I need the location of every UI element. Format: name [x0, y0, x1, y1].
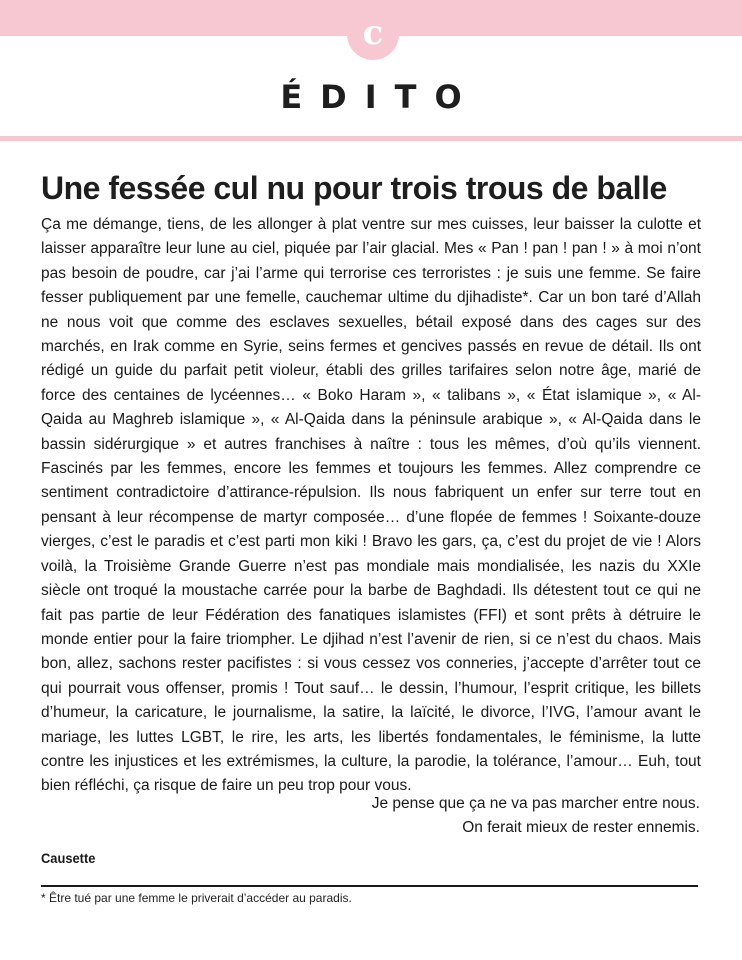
author-signature: Causette: [41, 850, 96, 866]
section-title: ÉDITO: [280, 78, 480, 116]
footnote: * Être tué par une femme le priverait d’accéder au paradis.: [41, 891, 352, 905]
article-title: Une fessée cul nu pour trois trous de balle: [41, 170, 667, 206]
closing-line-2: On ferait mieux de rester ennemis.: [462, 819, 700, 837]
section-divider: [0, 136, 742, 141]
closing-line-1: Je pense que ça ne va pas marcher entre nous.: [371, 795, 700, 812]
article-closing: [372, 792, 700, 841]
footnote-divider: [41, 885, 698, 887]
causette-logo: [347, 8, 399, 60]
article-body: Ça me démange, tiens, de les allonger à plat ventre sur mes cuisses, leur baisser la culotte et laisser apparaître leur lune au ciel, piquée par l’air glacial. Mes « Pan ! pan ! pan ! » à moi n’ont pas besoin de poudre, car j’ai l’arme qui terrorise ces terroristes : je suis une femme. Se faire fesser publiquement par une femelle, cauchemar ultime du djihadiste*. Car un bon taré d’Allah ne nous voit que comme des esclaves sexuelles, bétail exposé dans des cages sur des marchés, en Irak comme en Syrie, seins fermes et gencives passés en revue de détail. Ils ont rédigé un guide du parfait petit violeur, établi des grilles tarifaires selon notre âge, marié de force des centaines de lycéennes… « Boko Haram », « talibans », « État islamique », « Al-Qaida au Maghreb islamique », « Al-Qaida dans la péninsule arabique », « Al-Qaida dans le bassin sidérurgique » et autres franchises à naître : tous les mêmes, d’où qu’ils viennent. Fascinés par les femmes, encore les femmes et toujours les femmes. Allez comprendre ce sentiment contradictoire d’attirance-répulsion. Ils nous fabriquent un enfer sur terre tout en pensant à leur récompense de martyr composée… d’une flopée de femmes ! Soixante-douze vierges, c’est le paradis et c’est parti mon kiki ! Bravo les gars, ça, c’est du projet de vie ! Alors voilà, la Troisième Grande Guerre n’est pas mondiale mais mondialisée, les nazis du XXIe siècle ont troqué la moustache carrée pour la barbe de Baghdadi. Ils détestent tout ce qui ne fait pas partie de leur Fédération des fanatiques islamistes (FFI) et sont prêts à détruire le monde entier pour la faire triompher. Le djihad n’est l’avenir de rien, si ce n’est du chaos. Mais bon, allez, sachons rester pacifistes : si vous cessez vos conneries, j’accepte d’arrêter tout ce qui pourrait vous offenser, promis ! Tout sauf… le dessin, l’humour, l’esprit critique, les billets d’humeur, la caricature, le journalisme, la satire, la laïcité, le divorce, l’IVG, l’amour avant le mariage, les luttes LGBT, le rire, les arts, les libertés fondamentales, le féminisme, la lutte contre les injustices et les extrémismes, la culture, la parodie, la tolérance, l’amour… Euh, tout bien réfléchi, ça risque de faire un peu trop pour vous.: [41, 216, 701, 795]
logo-letter: c: [362, 13, 384, 53]
